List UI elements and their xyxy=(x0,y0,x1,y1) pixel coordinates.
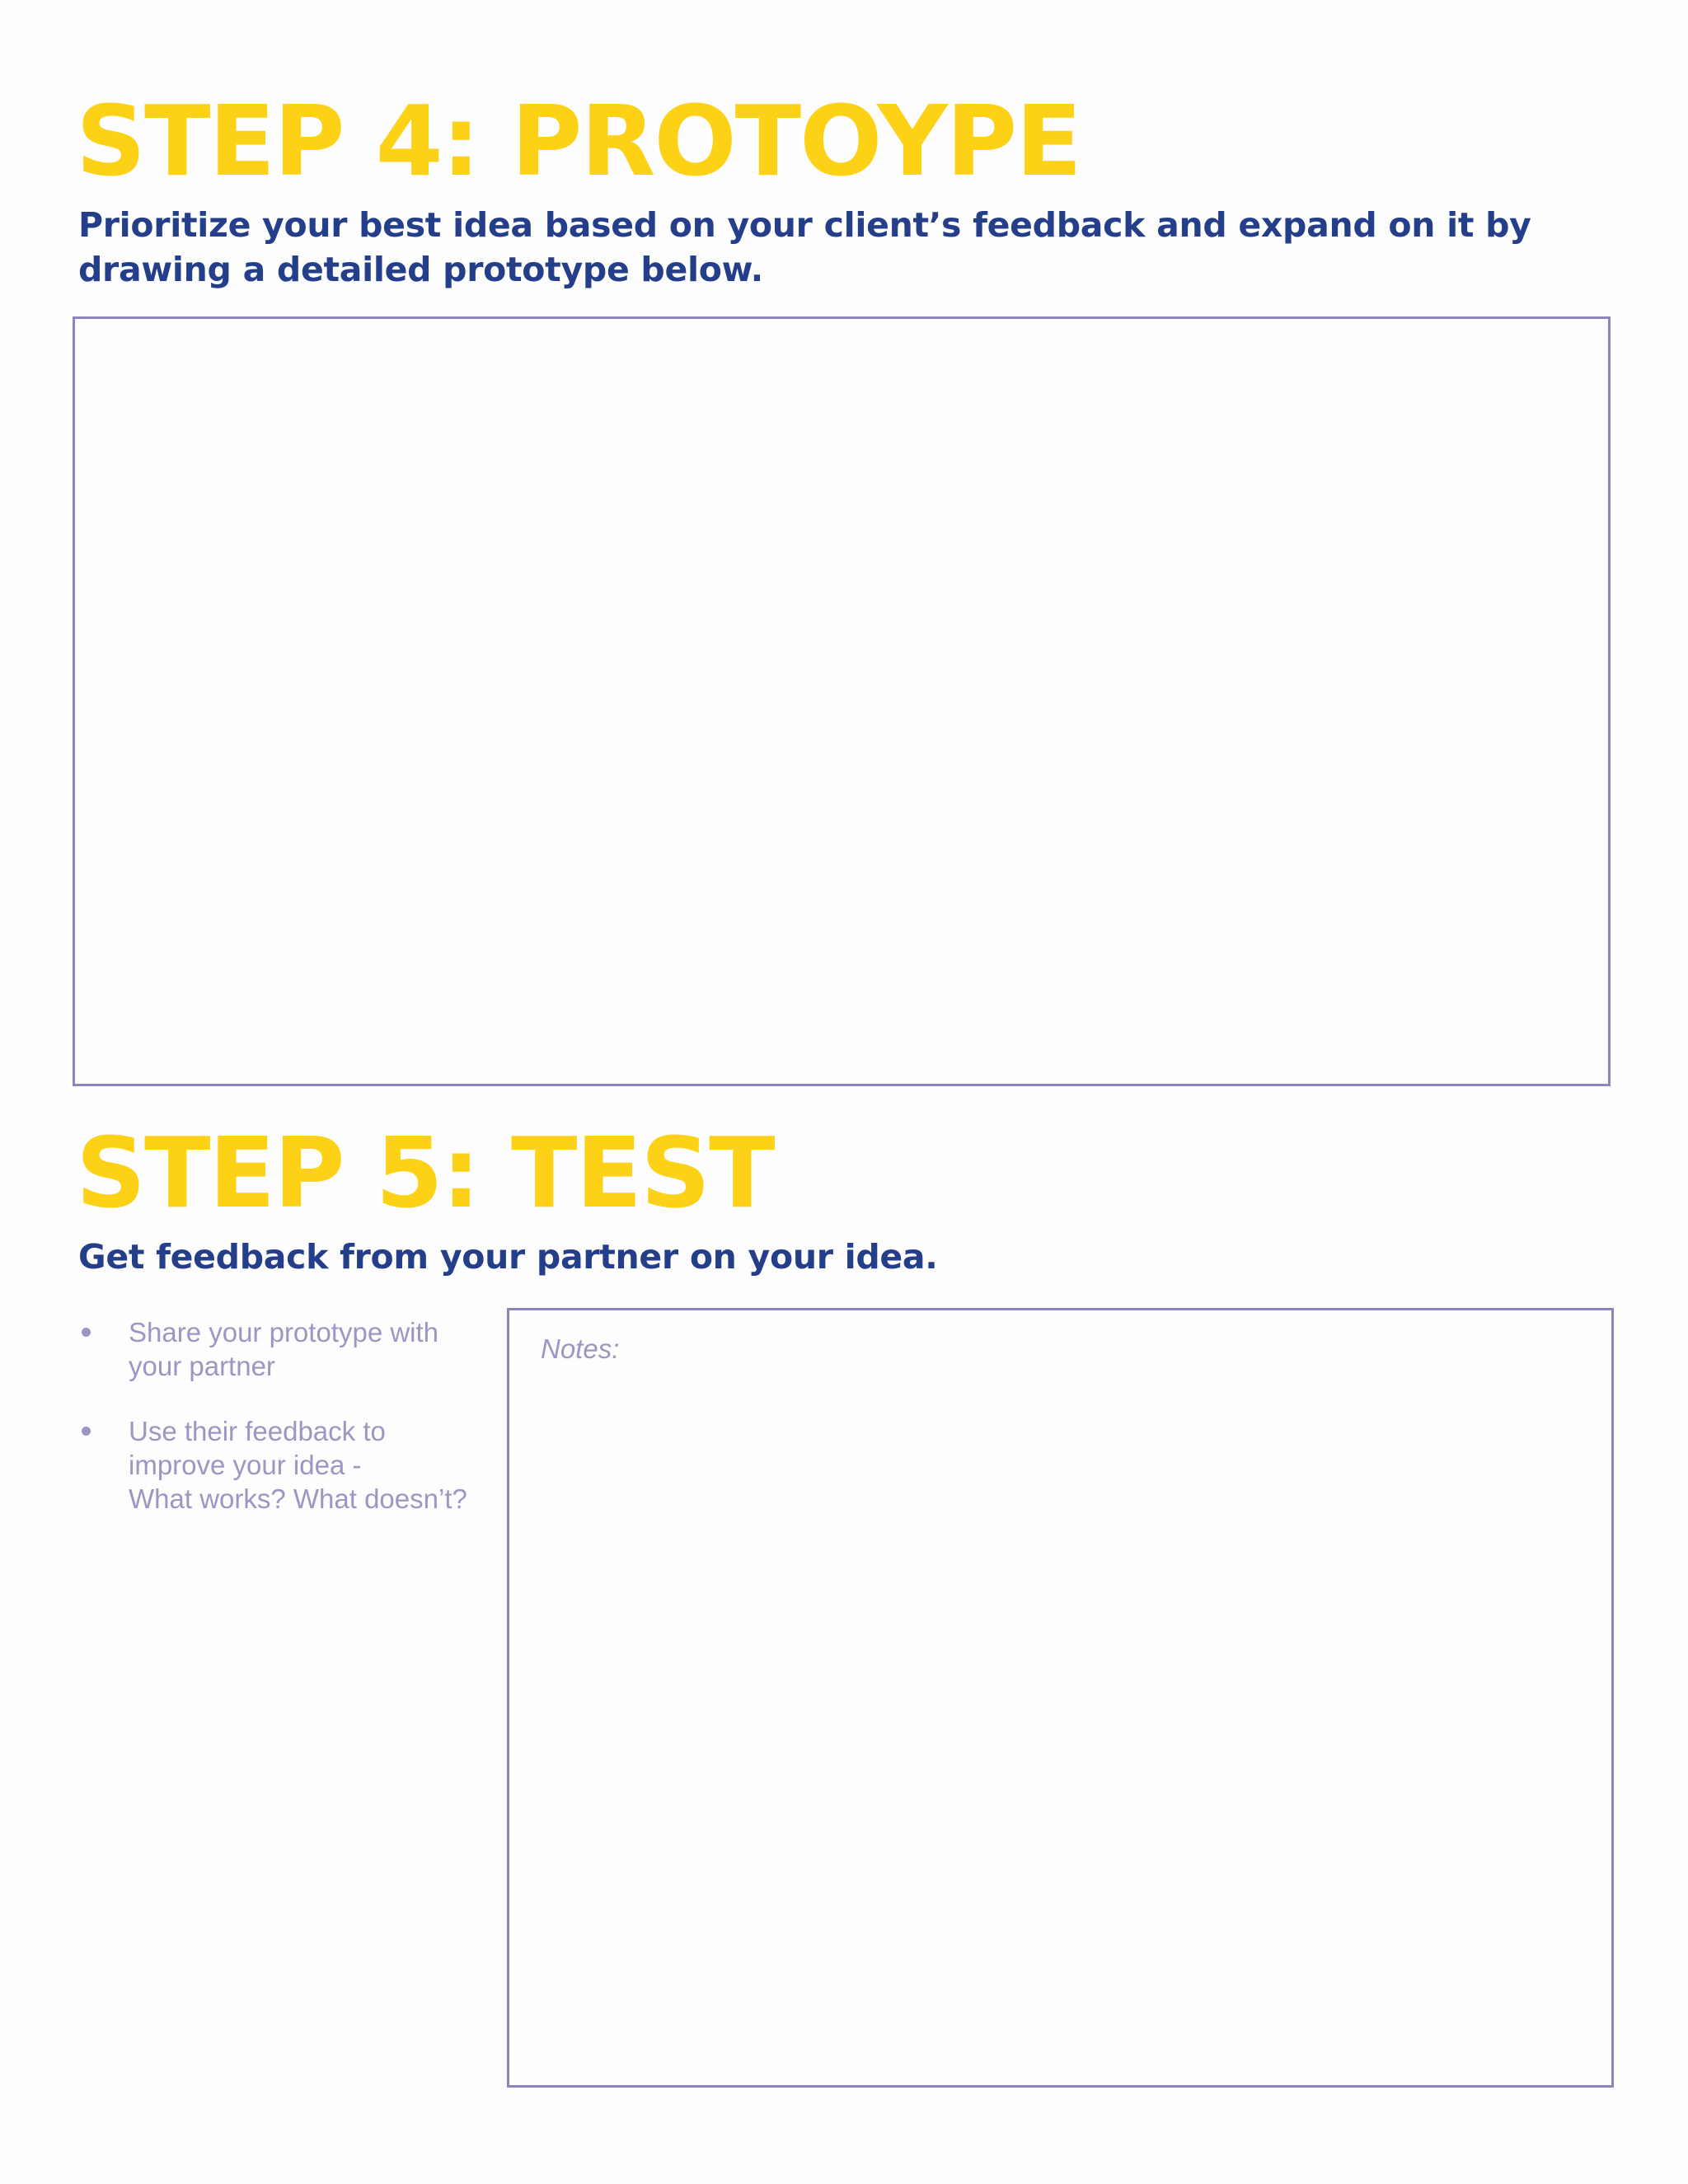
step5-title: STEP 5: TEST xyxy=(76,1116,774,1230)
list-item xyxy=(79,1414,491,1516)
step4-instruction: Prioritize your best idea based on your client’s feedback and expand on it by drawing a detailed prototype below. xyxy=(78,205,1531,289)
step4-title: STEP 4: PROTOYPE xyxy=(76,84,1081,198)
bullet-icon xyxy=(82,1427,91,1436)
bullet-icon xyxy=(82,1328,91,1337)
prototype-drawing-area[interactable] xyxy=(73,316,1611,1086)
tip-text-line: Use their feedback to xyxy=(129,1416,386,1446)
test-tips-list xyxy=(79,1315,491,1547)
notes-area[interactable] xyxy=(507,1308,1614,2088)
tip-text-line: What works? What doesn’t? xyxy=(129,1483,467,1514)
list-item xyxy=(79,1315,491,1383)
tip-text-line: your partner xyxy=(129,1351,275,1381)
tip-text-line: Share your prototype with xyxy=(129,1317,439,1347)
step5-instruction: Get feedback from your partner on your idea. xyxy=(78,1237,938,1277)
notes-label: Notes: xyxy=(541,1333,620,1364)
tip-text-line: improve your idea - xyxy=(129,1450,362,1480)
